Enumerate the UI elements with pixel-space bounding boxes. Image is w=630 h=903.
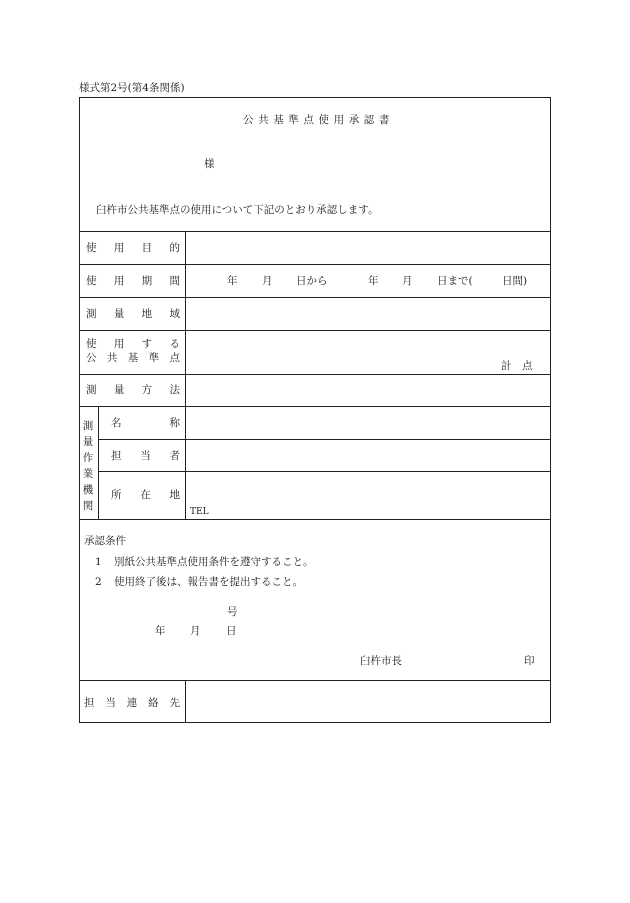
addressee-suffix: 様 bbox=[204, 158, 215, 170]
label-purpose: 使 用 目 的 bbox=[86, 242, 180, 254]
agency-label-char: 機 bbox=[82, 484, 94, 496]
agency-label-char: 量 bbox=[82, 436, 94, 448]
condition-text: 使用終了後は、報告書を提出すること。 bbox=[114, 576, 303, 588]
issue-year: 年 bbox=[155, 625, 166, 637]
label-column-divider bbox=[185, 231, 186, 520]
period-days: 日間) bbox=[502, 275, 528, 287]
period-end-year: 年 bbox=[368, 275, 379, 287]
issue-number-suffix: 号 bbox=[227, 606, 238, 618]
approval-form-frame bbox=[79, 97, 551, 723]
agency-label-char: 作 bbox=[82, 452, 94, 464]
label-period: 使 用 期 間 bbox=[86, 275, 180, 287]
label-column-divider bbox=[185, 680, 186, 723]
period-start-month: 月 bbox=[262, 275, 273, 287]
issuer-name: 臼杵市長 bbox=[360, 655, 402, 667]
agency-label-char: 測 bbox=[82, 420, 94, 432]
label-agency-person: 担 当 者 bbox=[111, 450, 180, 462]
benchmark-count-suffix: 計 点 bbox=[501, 360, 533, 372]
divider bbox=[79, 680, 551, 681]
agency-column-divider bbox=[98, 406, 99, 520]
divider bbox=[98, 439, 551, 440]
divider bbox=[79, 330, 551, 331]
condition-number: 2 bbox=[95, 576, 102, 588]
period-end-month: 月 bbox=[402, 275, 413, 287]
divider bbox=[79, 297, 551, 298]
condition-text: 別紙公共基準点使用条件を遵守すること。 bbox=[114, 556, 314, 568]
label-survey-method: 測 量 方 法 bbox=[86, 384, 180, 396]
seal-mark: 印 bbox=[524, 655, 535, 667]
agency-label-char: 関 bbox=[82, 500, 94, 512]
divider bbox=[98, 471, 551, 472]
divider bbox=[79, 231, 551, 232]
divider bbox=[79, 406, 551, 407]
issue-day: 日 bbox=[226, 625, 237, 637]
label-survey-area: 測 量 地 域 bbox=[86, 308, 180, 320]
label-benchmarks-line1: 使 用 す る bbox=[86, 338, 180, 350]
label-contact: 担 当 連 絡 先 bbox=[84, 697, 180, 709]
divider bbox=[79, 519, 551, 520]
period-start-day: 日から bbox=[296, 275, 328, 287]
divider bbox=[79, 264, 551, 265]
tel-label: TEL bbox=[190, 507, 209, 517]
issue-month: 月 bbox=[190, 625, 201, 637]
label-agency-address: 所 在 地 bbox=[111, 489, 180, 501]
divider bbox=[79, 374, 551, 375]
form-title: 公共基準点使用承認書 bbox=[243, 114, 394, 126]
period-end-day: 日まで( bbox=[437, 275, 473, 287]
period-start-year: 年 bbox=[227, 275, 238, 287]
intro-text: 臼杵市公共基準点の使用について下記のとおり承認します。 bbox=[96, 204, 379, 216]
condition-number: 1 bbox=[95, 556, 102, 568]
label-agency-name: 名 称 bbox=[111, 417, 180, 429]
form-number: 様式第2号(第4条関係) bbox=[79, 82, 185, 94]
label-benchmarks-line2: 公 共 基 準 点 bbox=[86, 352, 180, 364]
agency-label-char: 業 bbox=[82, 468, 94, 480]
conditions-heading: 承認条件 bbox=[84, 535, 126, 547]
